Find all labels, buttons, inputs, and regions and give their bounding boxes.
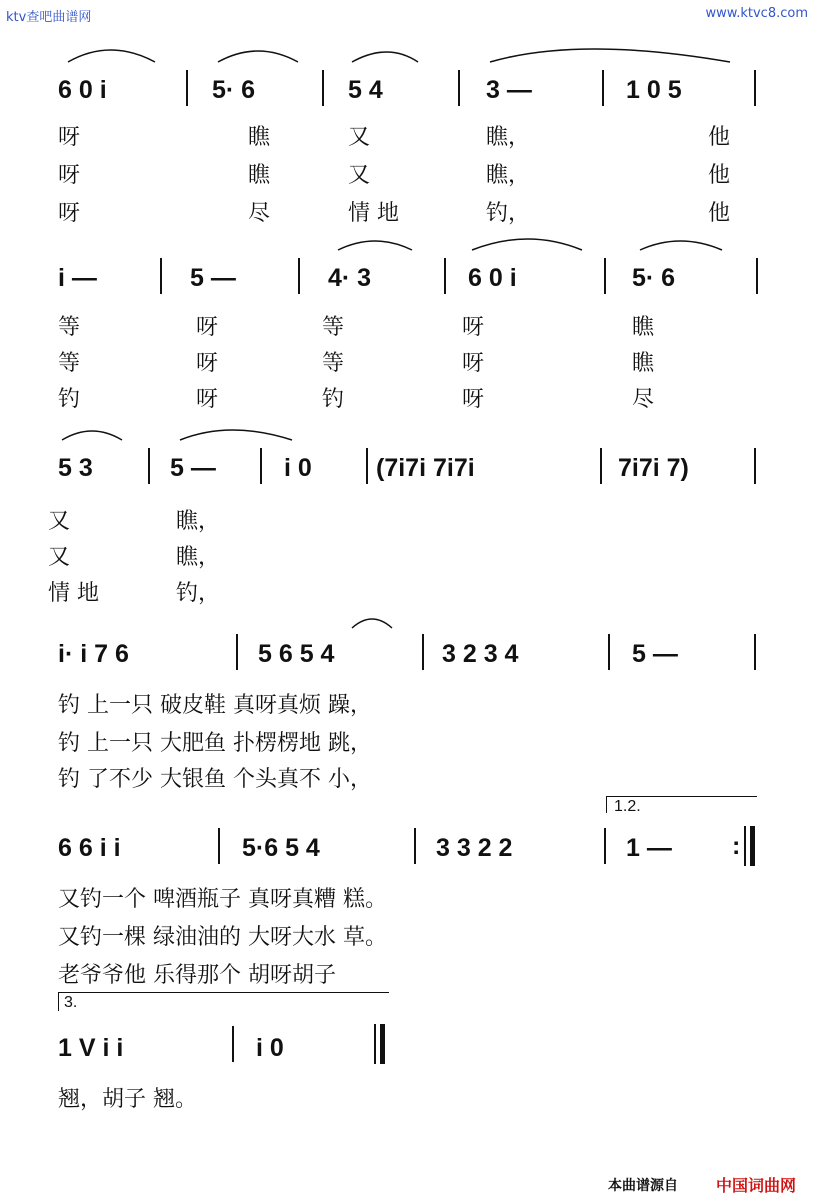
barline — [148, 448, 150, 484]
barline — [608, 634, 610, 670]
slur — [472, 239, 582, 250]
brand-logo-text[interactable]: 中国词曲网 — [716, 1176, 797, 1195]
repeat-end-barline — [750, 826, 755, 866]
barline — [218, 828, 220, 864]
notes-s5-m1: 6 6 i i — [58, 834, 121, 862]
notes-s1-m1: 6 0 i — [58, 76, 107, 104]
notes-s3-m5: 7i7i 7) — [618, 454, 689, 482]
notes-s3-m2: 5 — — [170, 454, 216, 482]
final-barline — [380, 1024, 385, 1064]
barline — [600, 448, 602, 484]
notes-s5-m3: 3 3 2 2 — [436, 834, 513, 862]
barline — [458, 70, 460, 106]
barline — [602, 70, 604, 106]
notes-s4-m3: 3 2 3 4 — [442, 640, 519, 668]
notes-s6-m2: i 0 — [256, 1034, 284, 1062]
notes-s4-m2: 5 6 5 4 — [258, 640, 335, 668]
source-label: 本曲谱源自 — [608, 1178, 678, 1194]
lyrics-s4-v1: 钓 上一只 破皮鞋 真呀真烦 躁， — [58, 693, 372, 718]
slur — [62, 431, 122, 440]
slur — [490, 49, 730, 62]
notes-s2-m5: 5· 6 — [632, 264, 676, 292]
notes-s3-m1: 5 3 — [58, 454, 93, 482]
lyrics-s4-v2: 钓 上一只 大肥鱼 扑楞楞地 跳， — [58, 731, 372, 756]
barline — [754, 70, 756, 106]
barline — [754, 634, 756, 670]
notes-s6-m1: 1 V i i — [58, 1034, 124, 1062]
slur — [338, 241, 412, 250]
barline — [756, 258, 758, 294]
notes-s3-m3: i 0 — [284, 454, 312, 482]
notes-s1-m5: 1 0 5 — [626, 76, 682, 104]
slur — [180, 430, 292, 440]
notes-s1-m4: 3 — — [486, 76, 532, 104]
slur — [68, 50, 155, 62]
lyrics-s1: 呀 瞧 又 瞧， 他 呀 瞧 又 瞧， 他 呀 尽 情 地 钓， 他 — [58, 125, 731, 226]
barline — [604, 828, 606, 864]
notes-s1-m2: 5· 6 — [212, 76, 256, 104]
barline — [366, 448, 368, 484]
lyrics-s5-v2: 又钓一棵 绿油油的 大呀大水 草。 — [58, 925, 387, 950]
barline — [232, 1026, 234, 1062]
notes-s5-m4: 1 — — [626, 834, 672, 862]
volta-bracket-3 — [58, 992, 389, 1011]
notes-s2-m2: 5 — — [190, 264, 236, 292]
barline — [260, 448, 262, 484]
notes-s2-m4: 6 0 i — [468, 264, 517, 292]
notes-s5-m2: 5·6 5 4 — [242, 834, 320, 862]
slur — [352, 619, 392, 628]
lyrics-s4-v3: 钓 了不少 大银鱼 个头真不 小， — [58, 767, 372, 792]
lyrics-s6: 翘，胡子 翘。 — [58, 1087, 197, 1112]
watermark-right: www.ktvc8.com — [705, 6, 808, 21]
barline — [414, 828, 416, 864]
notes-s1-m3: 5 4 — [348, 76, 383, 104]
lyrics-s2: 等 呀 等 呀 瞧 等 呀 等 呀 瞧 钓 呀 钓 呀 尽 — [58, 315, 655, 412]
barline — [298, 258, 300, 294]
slur — [218, 51, 298, 62]
barline — [374, 1024, 376, 1064]
repeat-dots: : — [732, 832, 741, 860]
volta-label-1-2: 1.2. — [614, 798, 641, 815]
barline — [322, 70, 324, 106]
notes-s2-m1: i — — [58, 264, 97, 292]
barline — [744, 826, 746, 866]
lyrics-s3: 又 瞧， 又 瞧， 情 地 钓， — [48, 509, 221, 606]
lyrics-s5-v1: 又钓一个 啤酒瓶子 真呀真糟 糕。 — [58, 887, 387, 912]
barline — [186, 70, 188, 106]
notes-s4-m1: i· i 7 6 — [58, 640, 129, 668]
barline — [160, 258, 162, 294]
barline — [444, 258, 446, 294]
notes-s4-m4: 5 — — [632, 640, 678, 668]
barline — [754, 448, 756, 484]
barline — [422, 634, 424, 670]
lyrics-s5-v3: 老爷爷他 乐得那个 胡呀胡子 — [58, 963, 336, 988]
slur — [352, 52, 418, 62]
notes-s3-m4: (7i7i 7i7i — [376, 454, 475, 482]
notes-s2-m3: 4· 3 — [328, 264, 372, 292]
barline — [604, 258, 606, 294]
slur — [640, 241, 722, 250]
watermark-left: ktv查吧曲谱网 — [6, 10, 92, 25]
barline — [236, 634, 238, 670]
volta-label-3: 3. — [64, 994, 78, 1011]
